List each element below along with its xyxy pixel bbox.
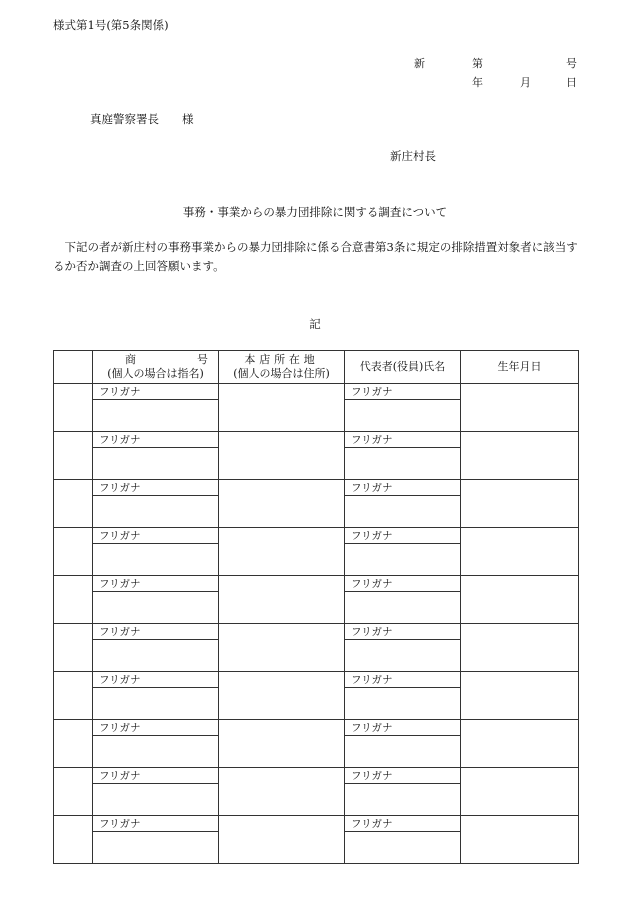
rep-name-cell[interactable] [345, 400, 461, 432]
table-row [54, 624, 579, 640]
row-index-cell[interactable] [54, 576, 93, 624]
trade-name-cell[interactable] [93, 496, 219, 528]
address-cell[interactable] [219, 576, 345, 624]
header-birthdate: 生年月日 [461, 351, 579, 384]
table-row [54, 576, 579, 592]
rep-name-cell[interactable] [345, 784, 461, 816]
address-cell[interactable] [219, 384, 345, 432]
trade-name-cell[interactable] [93, 544, 219, 576]
birthdate-cell[interactable] [461, 624, 579, 672]
rep-furigana[interactable]: フリガナ [345, 720, 461, 736]
birthdate-cell[interactable] [461, 480, 579, 528]
rep-furigana[interactable]: フリガナ [345, 528, 461, 544]
doc-number-go: 号 [566, 57, 577, 70]
addressee: 真庭警察署長 様 [90, 112, 194, 126]
rep-name-cell[interactable] [345, 544, 461, 576]
trade-name-furigana[interactable]: フリガナ [93, 720, 219, 736]
rep-name-cell[interactable] [345, 592, 461, 624]
row-index-cell[interactable] [54, 816, 93, 864]
doc-number-dai: 第 [472, 57, 483, 70]
form-number: 様式第1号(第5条関係) [53, 18, 169, 32]
header-address-title: 本店所在地 [244, 353, 319, 366]
header-trade-name-note: (個人の場合は指名) [107, 367, 204, 380]
table-row [54, 528, 579, 544]
trade-name-furigana[interactable]: フリガナ [93, 528, 219, 544]
table-row [54, 480, 579, 496]
birthdate-cell[interactable] [461, 672, 579, 720]
birthdate-cell[interactable] [461, 576, 579, 624]
rep-furigana[interactable]: フリガナ [345, 624, 461, 640]
row-index-cell[interactable] [54, 384, 93, 432]
rep-name-cell[interactable] [345, 448, 461, 480]
rep-furigana[interactable]: フリガナ [345, 816, 461, 832]
address-cell[interactable] [219, 672, 345, 720]
trade-name-furigana[interactable]: フリガナ [93, 672, 219, 688]
address-cell[interactable] [219, 768, 345, 816]
trade-name-furigana[interactable]: フリガナ [93, 432, 219, 448]
table-row [54, 384, 579, 400]
row-index-cell[interactable] [54, 624, 93, 672]
rep-furigana[interactable]: フリガナ [345, 672, 461, 688]
row-index-cell[interactable] [54, 432, 93, 480]
trade-name-furigana[interactable]: フリガナ [93, 576, 219, 592]
birthdate-cell[interactable] [461, 432, 579, 480]
address-cell[interactable] [219, 432, 345, 480]
table-row [54, 720, 579, 736]
trade-name-cell[interactable] [93, 400, 219, 432]
doc-number-prefix: 新 [414, 57, 425, 70]
table-row [54, 816, 579, 832]
person-table [53, 350, 579, 864]
rep-furigana[interactable]: フリガナ [345, 768, 461, 784]
trade-name-furigana[interactable]: フリガナ [93, 624, 219, 640]
birthdate-cell[interactable] [461, 384, 579, 432]
header-address-note: (個人の場合は住所) [233, 367, 330, 380]
trade-name-cell[interactable] [93, 640, 219, 672]
table-row [54, 672, 579, 688]
address-cell[interactable] [219, 624, 345, 672]
trade-name-furigana[interactable]: フリガナ [93, 384, 219, 400]
trade-name-furigana[interactable]: フリガナ [93, 480, 219, 496]
birthdate-cell[interactable] [461, 528, 579, 576]
ki-heading: 記 [309, 317, 321, 331]
address-cell[interactable] [219, 720, 345, 768]
row-index-cell[interactable] [54, 768, 93, 816]
rep-furigana[interactable]: フリガナ [345, 480, 461, 496]
rep-name-cell[interactable] [345, 640, 461, 672]
sender: 新庄村長 [390, 149, 436, 163]
table-row [54, 432, 579, 448]
header-index [54, 351, 93, 384]
trade-name-furigana[interactable]: フリガナ [93, 816, 219, 832]
trade-name-furigana[interactable]: フリガナ [93, 768, 219, 784]
rep-furigana[interactable]: フリガナ [345, 576, 461, 592]
row-index-cell[interactable] [54, 480, 93, 528]
rep-name-cell[interactable] [345, 688, 461, 720]
body-paragraph: 下記の者が新庄村の事務事業からの暴力団排除に係る合意書第3条に規定の排除措置対象者に該当するか否か調査の上回答願います。 [53, 240, 578, 273]
birthdate-cell[interactable] [461, 768, 579, 816]
trade-name-cell[interactable] [93, 448, 219, 480]
header-address [219, 351, 345, 384]
table-row [54, 768, 579, 784]
header-trade-name-left: 商 [125, 353, 136, 366]
row-index-cell[interactable] [54, 720, 93, 768]
subject-title: 事務・事業からの暴力団排除に関する調査について [182, 205, 448, 219]
rep-name-cell[interactable] [345, 496, 461, 528]
address-cell[interactable] [219, 480, 345, 528]
address-cell[interactable] [219, 816, 345, 864]
birthdate-cell[interactable] [461, 816, 579, 864]
header-trade-name [93, 351, 219, 384]
date-year: 年 [472, 76, 483, 89]
row-index-cell[interactable] [54, 672, 93, 720]
trade-name-cell[interactable] [93, 688, 219, 720]
table-header-row [54, 351, 579, 384]
date-day: 日 [566, 76, 577, 89]
rep-furigana[interactable]: フリガナ [345, 384, 461, 400]
row-index-cell[interactable] [54, 528, 93, 576]
rep-name-cell[interactable] [345, 832, 461, 864]
header-representative: 代表者(役員)氏名 [345, 351, 461, 384]
header-trade-name-right: 号 [197, 353, 208, 366]
birthdate-cell[interactable] [461, 720, 579, 768]
trade-name-cell[interactable] [93, 784, 219, 816]
rep-furigana[interactable]: フリガナ [345, 432, 461, 448]
trade-name-cell[interactable] [93, 592, 219, 624]
trade-name-cell[interactable] [93, 736, 219, 768]
rep-name-cell[interactable] [345, 736, 461, 768]
trade-name-cell[interactable] [93, 832, 219, 864]
date-month: 月 [520, 76, 531, 89]
address-cell[interactable] [219, 528, 345, 576]
